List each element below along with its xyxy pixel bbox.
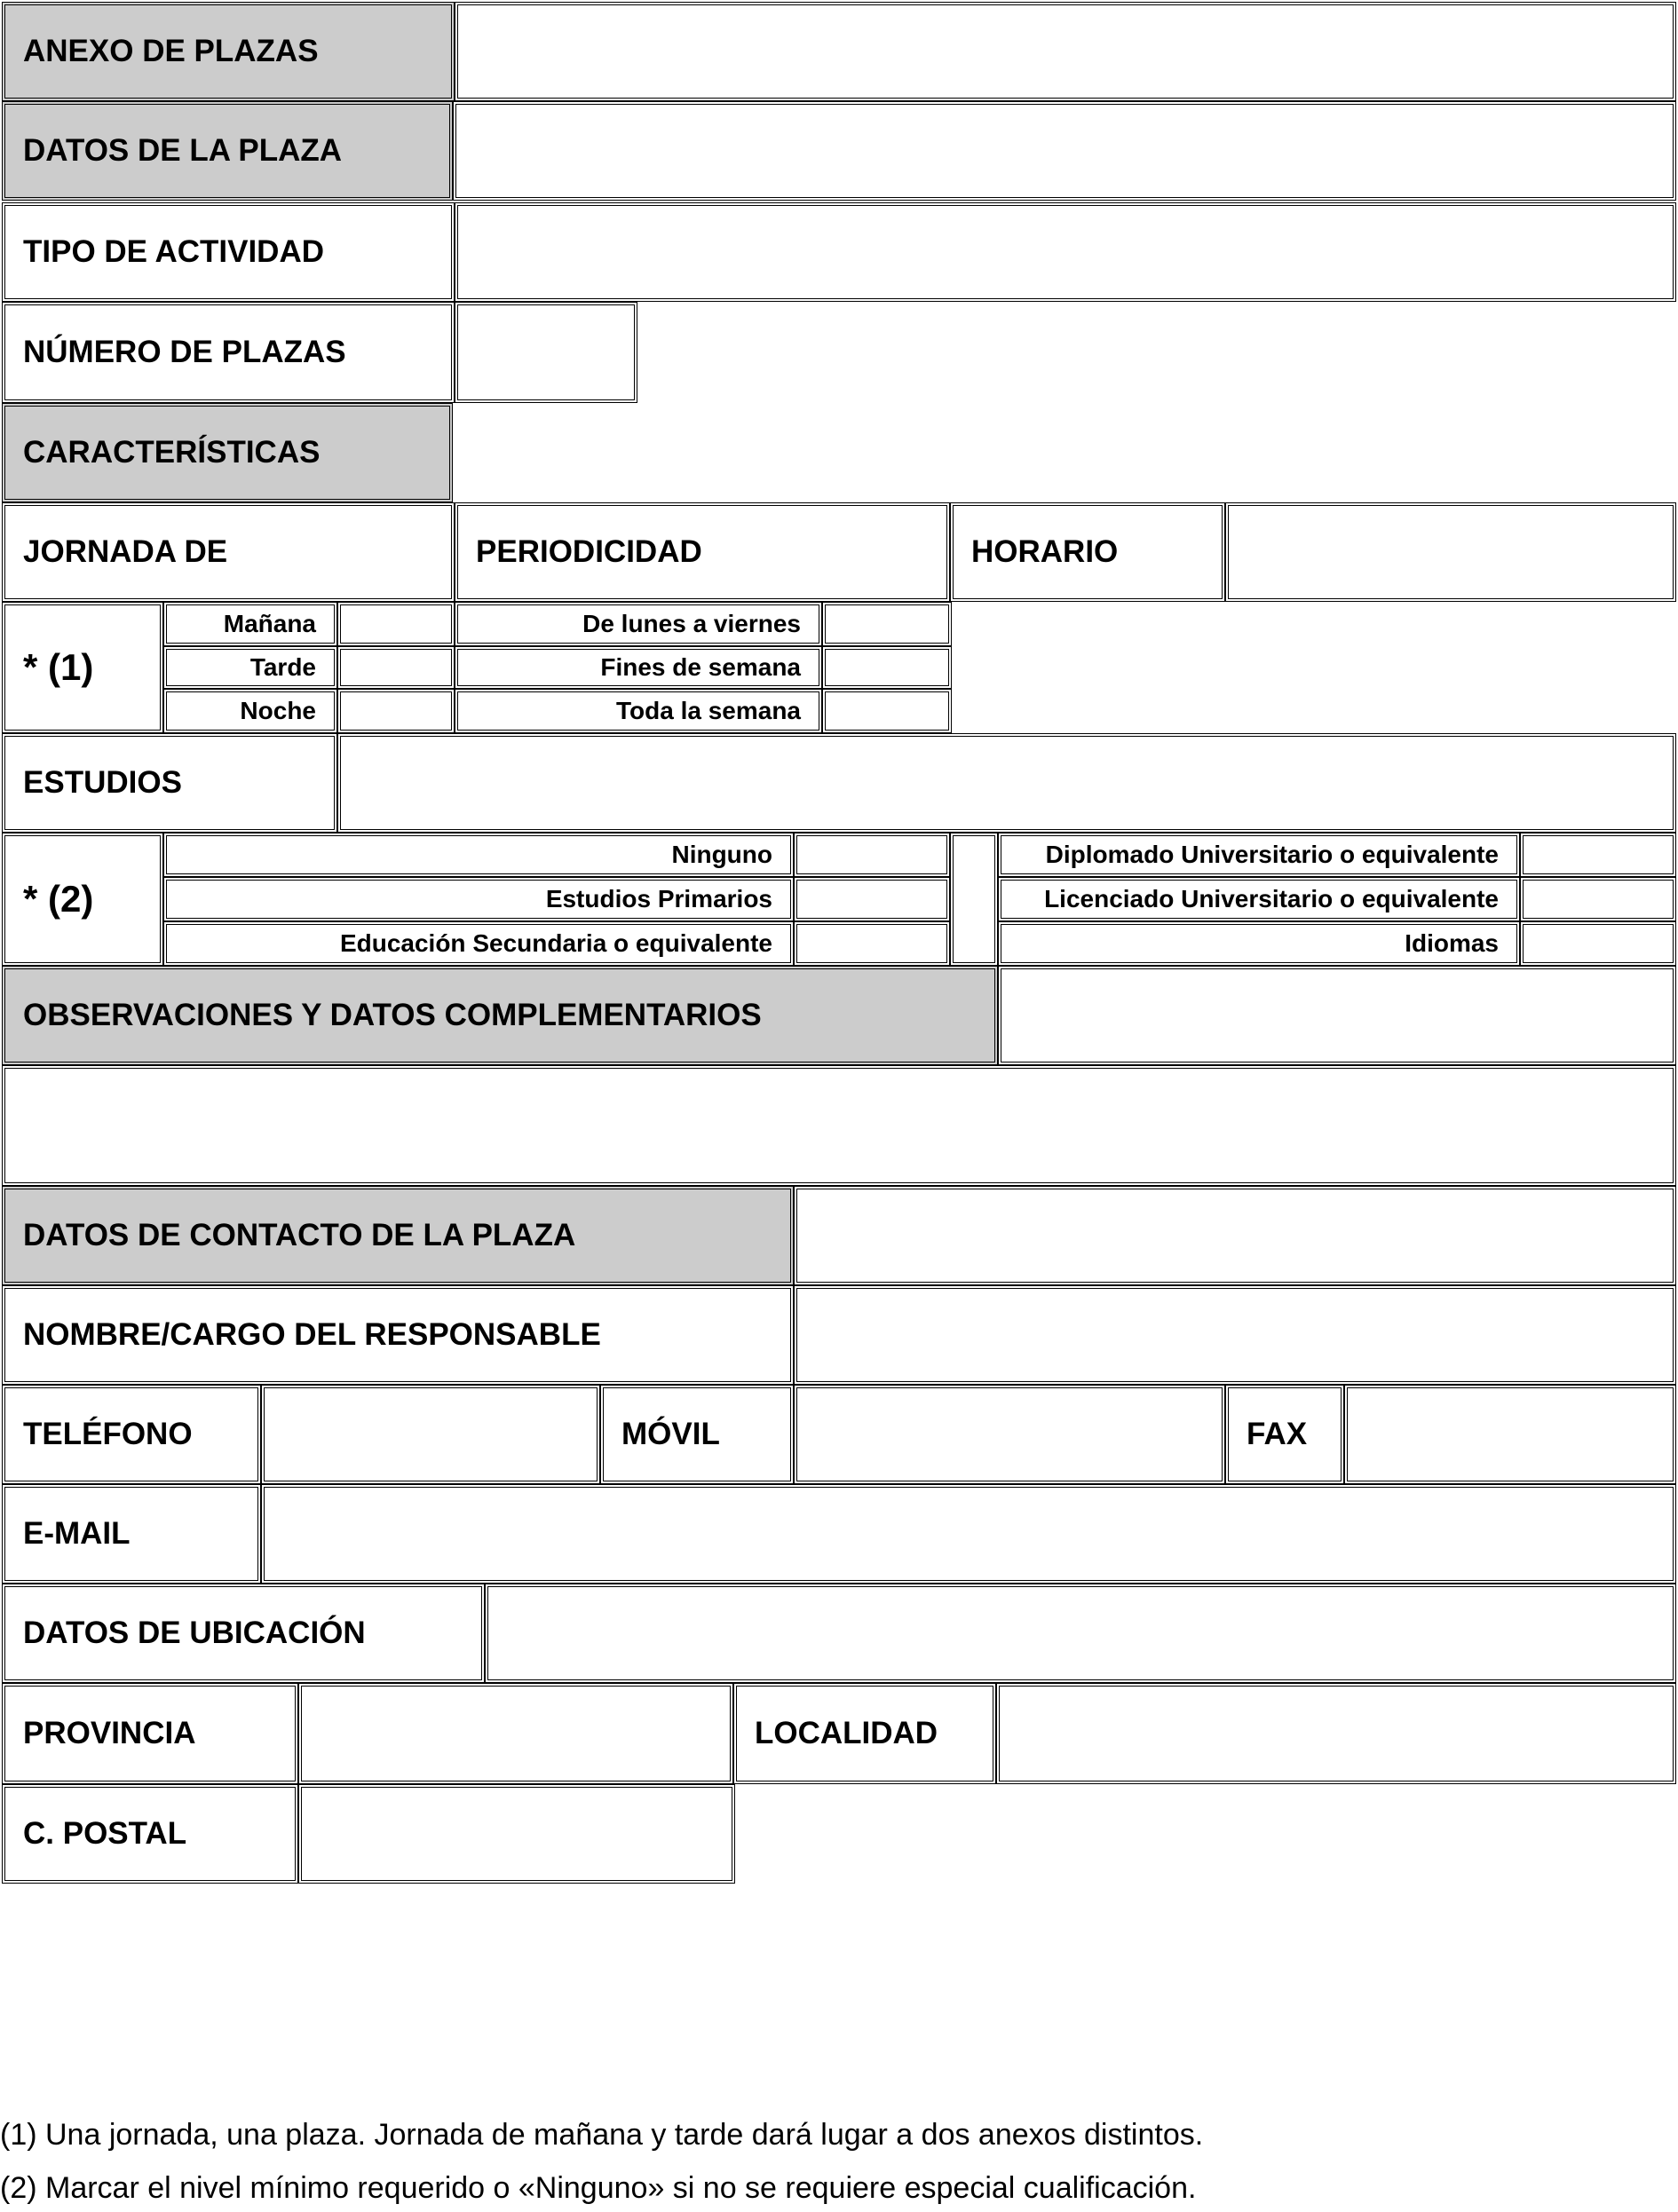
caracteristicas-heading: CARACTERÍSTICAS — [2, 403, 453, 502]
footnote-2: (2) Marcar el nivel mínimo requerido o «Ninguno» si no se requiere especial cualificación. — [0, 2171, 1197, 2205]
email-field[interactable] — [261, 1484, 1676, 1584]
tipo-actividad-label: TIPO DE ACTIVIDAD — [2, 202, 455, 302]
fax-label: FAX — [1225, 1385, 1344, 1484]
periodicidad-lunes-viernes-checkbox[interactable] — [822, 602, 952, 646]
jornada-manana-checkbox[interactable] — [337, 602, 455, 646]
anexo-title: ANEXO DE PLAZAS — [2, 2, 455, 101]
periodicidad-option-toda-semana: Toda la semana — [455, 689, 822, 733]
datos-plaza-heading: DATOS DE LA PLAZA — [2, 101, 453, 201]
jornada-label: JORNADA DE — [2, 502, 455, 602]
localidad-field[interactable] — [996, 1683, 1676, 1784]
estudios-primarios-checkbox[interactable] — [794, 877, 950, 921]
estudios-spacer-cell — [950, 833, 998, 966]
jornada-option-tarde: Tarde — [163, 646, 337, 689]
estudios-option-primarios: Estudios Primarios — [163, 877, 794, 921]
numero-plazas-label: NÚMERO DE PLAZAS — [2, 302, 455, 403]
estudios-secundaria-checkbox[interactable] — [794, 921, 950, 966]
estudios-field[interactable] — [337, 733, 1676, 833]
fax-field[interactable] — [1344, 1385, 1676, 1484]
movil-label: MÓVIL — [600, 1385, 794, 1484]
estudios-licenciado-checkbox[interactable] — [1520, 877, 1676, 921]
footnote-mark-2: * (2) — [2, 833, 163, 966]
datos-plaza-field[interactable] — [453, 101, 1676, 201]
numero-plazas-field[interactable] — [455, 302, 637, 403]
horario-label: HORARIO — [950, 502, 1225, 602]
datos-contacto-heading: DATOS DE CONTACTO DE LA PLAZA — [2, 1186, 794, 1285]
footnote-1: (1) Una jornada, una plaza. Jornada de mañana y tarde dará lugar a dos anexos distintos. — [0, 2118, 1204, 2152]
datos-ubicacion-field[interactable] — [485, 1584, 1676, 1683]
jornada-option-noche: Noche — [163, 689, 337, 733]
periodicidad-option-lunes-viernes: De lunes a viernes — [455, 602, 822, 646]
estudios-diplomado-checkbox[interactable] — [1520, 833, 1676, 877]
observaciones-heading: OBSERVACIONES Y DATOS COMPLEMENTARIOS — [2, 966, 998, 1065]
estudios-option-licenciado: Licenciado Universitario o equivalente — [998, 877, 1520, 921]
anexo-value-field[interactable] — [455, 2, 1676, 101]
email-label: E-MAIL — [2, 1484, 261, 1584]
localidad-label: LOCALIDAD — [733, 1683, 996, 1784]
estudios-option-secundaria: Educación Secundaria o equivalente — [163, 921, 794, 966]
periodicidad-option-fines-semana: Fines de semana — [455, 646, 822, 689]
datos-contacto-field[interactable] — [794, 1186, 1676, 1285]
footnote-mark-1: * (1) — [2, 602, 163, 733]
estudios-ninguno-checkbox[interactable] — [794, 833, 950, 877]
nombre-cargo-label: NOMBRE/CARGO DEL RESPONSABLE — [2, 1285, 794, 1385]
movil-field[interactable] — [794, 1385, 1225, 1484]
jornada-noche-checkbox[interactable] — [337, 689, 455, 733]
provincia-field[interactable] — [298, 1683, 733, 1784]
datos-ubicacion-label: DATOS DE UBICACIÓN — [2, 1584, 485, 1683]
periodicidad-fines-semana-checkbox[interactable] — [822, 646, 952, 689]
telefono-label: TELÉFONO — [2, 1385, 261, 1484]
jornada-option-manana: Mañana — [163, 602, 337, 646]
observaciones-textarea[interactable] — [2, 1065, 1676, 1186]
provincia-label: PROVINCIA — [2, 1683, 298, 1784]
jornada-tarde-checkbox[interactable] — [337, 646, 455, 689]
estudios-option-diplomado: Diplomado Universitario o equivalente — [998, 833, 1520, 877]
codigo-postal-field[interactable] — [298, 1784, 735, 1884]
tipo-actividad-field[interactable] — [455, 202, 1676, 302]
horario-field[interactable] — [1225, 502, 1676, 602]
codigo-postal-label: C. POSTAL — [2, 1784, 298, 1884]
estudios-option-ninguno: Ninguno — [163, 833, 794, 877]
periodicidad-label: PERIODICIDAD — [455, 502, 950, 602]
estudios-option-idiomas: Idiomas — [998, 921, 1520, 966]
estudios-idiomas-checkbox[interactable] — [1520, 921, 1676, 966]
estudios-label: ESTUDIOS — [2, 733, 337, 833]
telefono-field[interactable] — [261, 1385, 600, 1484]
periodicidad-toda-semana-checkbox[interactable] — [822, 689, 952, 733]
observaciones-side-field[interactable] — [998, 966, 1676, 1065]
nombre-cargo-field[interactable] — [794, 1285, 1676, 1385]
